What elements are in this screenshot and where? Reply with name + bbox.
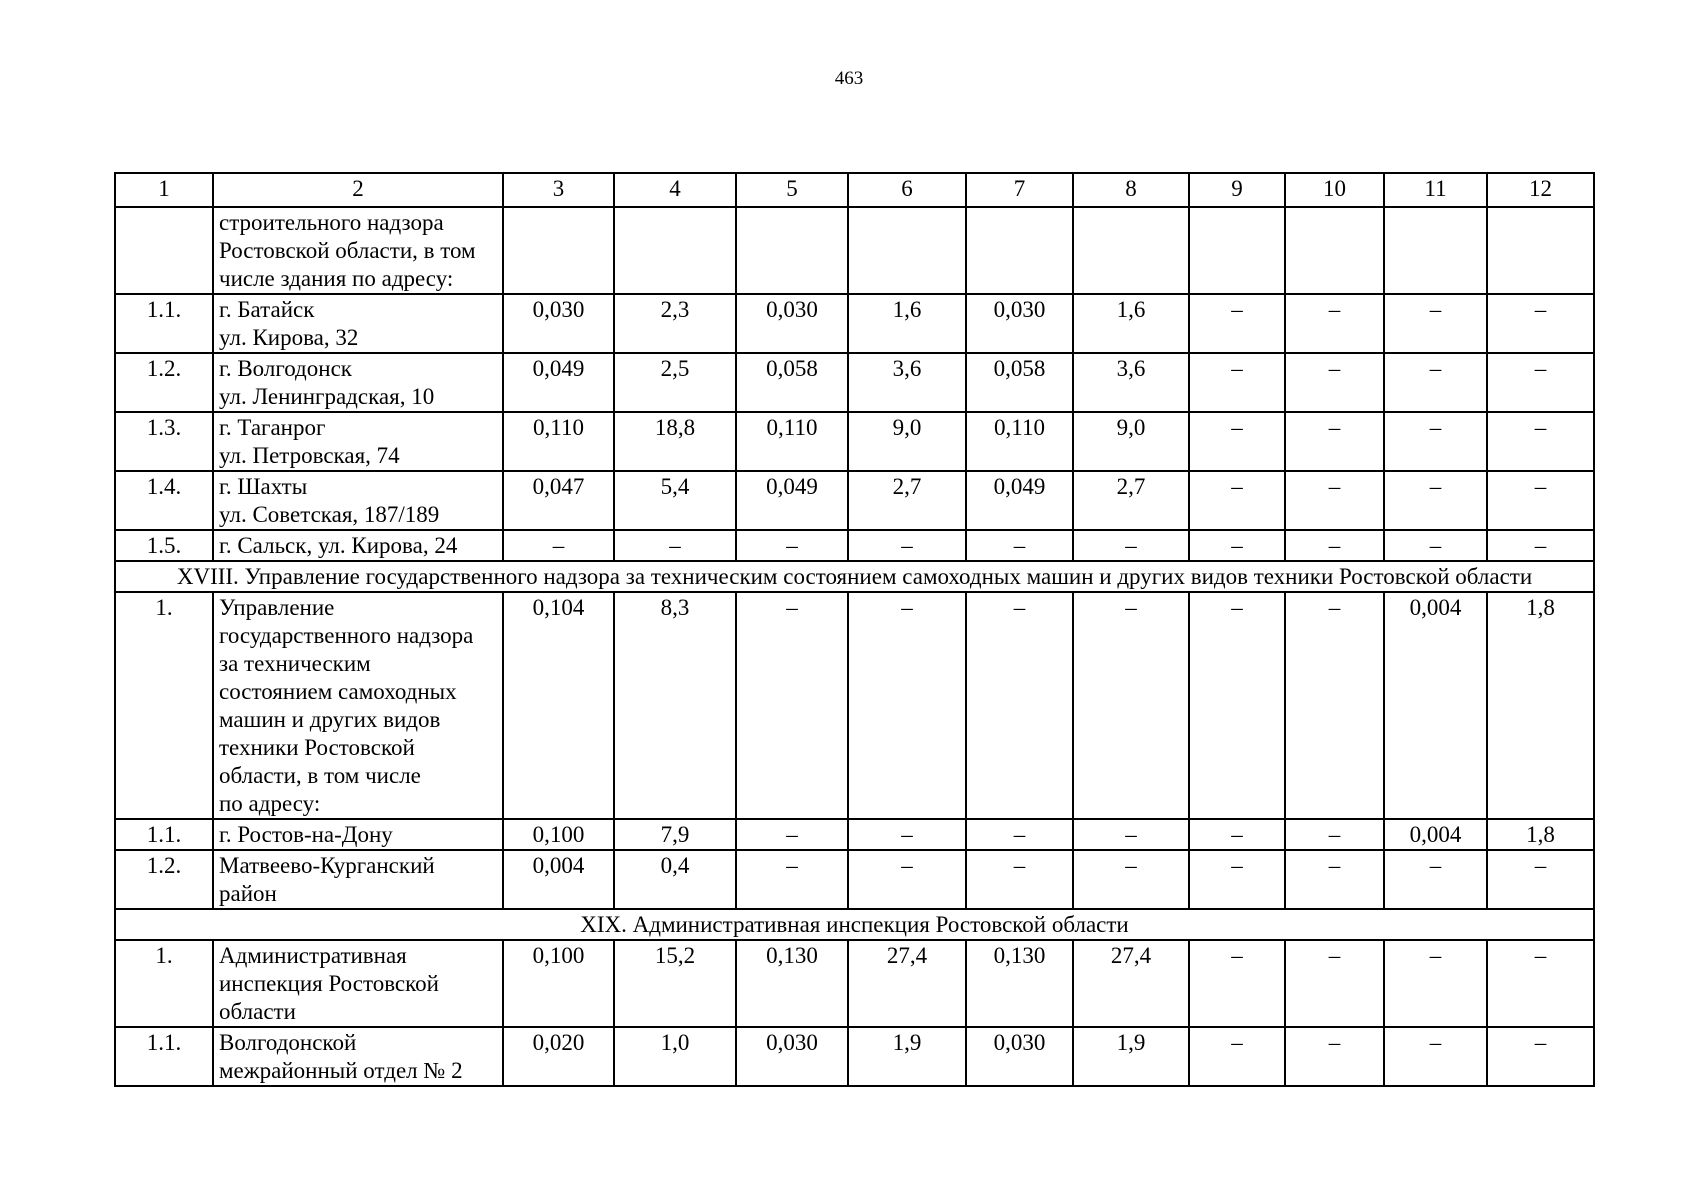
value-cell: – <box>1487 353 1594 412</box>
value-cell: 0,110 <box>736 412 848 471</box>
value-cell: 1,9 <box>1073 1027 1189 1086</box>
value-cell: – <box>736 819 848 850</box>
value-cell: – <box>1189 940 1285 1027</box>
value-cell: – <box>1384 850 1487 909</box>
column-number-cell: 4 <box>614 173 736 207</box>
value-cell <box>1189 207 1285 294</box>
row-number-cell: 1.5. <box>115 530 213 561</box>
value-cell <box>848 207 966 294</box>
value-cell: 0,004 <box>1384 819 1487 850</box>
name-cell: Волгодонской межрайонный отдел № 2 <box>213 1027 503 1086</box>
name-cell: г. Батайск ул. Кирова, 32 <box>213 294 503 353</box>
value-cell <box>736 207 848 294</box>
value-cell: – <box>848 819 966 850</box>
value-cell <box>614 207 736 294</box>
value-cell: – <box>1285 940 1384 1027</box>
value-cell: – <box>1285 1027 1384 1086</box>
value-cell: – <box>1285 353 1384 412</box>
column-number-cell: 10 <box>1285 173 1384 207</box>
value-cell: – <box>1487 412 1594 471</box>
value-cell: 0,058 <box>736 353 848 412</box>
value-cell: 18,8 <box>614 412 736 471</box>
value-cell: 0,049 <box>503 353 614 412</box>
column-number-cell: 8 <box>1073 173 1189 207</box>
value-cell: 1,6 <box>848 294 966 353</box>
value-cell: 0,004 <box>1384 592 1487 819</box>
value-cell: – <box>1189 294 1285 353</box>
table-row <box>115 471 1594 530</box>
value-cell: 0,110 <box>503 412 614 471</box>
value-cell: 0,030 <box>736 1027 848 1086</box>
value-cell: 15,2 <box>614 940 736 1027</box>
value-cell: 8,3 <box>614 592 736 819</box>
value-cell: – <box>1073 819 1189 850</box>
value-cell: 0,100 <box>503 940 614 1027</box>
table-row <box>115 353 1594 412</box>
table-body <box>115 173 1594 1086</box>
value-cell: – <box>503 530 614 561</box>
value-cell: – <box>1189 819 1285 850</box>
value-cell <box>1487 207 1594 294</box>
value-cell: 0,104 <box>503 592 614 819</box>
value-cell: – <box>1189 1027 1285 1086</box>
table-row <box>115 530 1594 561</box>
name-cell: г. Таганрог ул. Петровская, 74 <box>213 412 503 471</box>
value-cell: – <box>1189 471 1285 530</box>
value-cell: 27,4 <box>1073 940 1189 1027</box>
value-cell <box>1384 207 1487 294</box>
value-cell: – <box>1189 353 1285 412</box>
column-number-cell: 6 <box>848 173 966 207</box>
value-cell: – <box>1189 850 1285 909</box>
value-cell: 0,049 <box>736 471 848 530</box>
value-cell: – <box>1189 530 1285 561</box>
value-cell: 0,030 <box>503 294 614 353</box>
row-number-cell: 1. <box>115 940 213 1027</box>
name-cell: Административная инспекция Ростовской области <box>213 940 503 1027</box>
value-cell: – <box>1285 412 1384 471</box>
value-cell: 27,4 <box>848 940 966 1027</box>
value-cell: – <box>1487 940 1594 1027</box>
value-cell: – <box>966 819 1073 850</box>
name-cell: Управление государственного надзора за техническим состоянием самоходных машин и других видов техники Ростовской области, в том числе по адресу: <box>213 592 503 819</box>
value-cell <box>1285 207 1384 294</box>
data-table <box>114 172 1595 1087</box>
value-cell: 3,6 <box>1073 353 1189 412</box>
value-cell <box>503 207 614 294</box>
value-cell: 7,9 <box>614 819 736 850</box>
section-title: XVIII. Управление государственного надзора за техническим состоянием самоходных машин и других видов техники Ростовской области <box>115 561 1594 592</box>
name-cell: строительного надзора Ростовской области, в том числе здания по адресу: <box>213 207 503 294</box>
value-cell: – <box>848 592 966 819</box>
value-cell: 1,8 <box>1487 592 1594 819</box>
value-cell: – <box>1384 412 1487 471</box>
value-cell: – <box>1384 471 1487 530</box>
value-cell: 1,9 <box>848 1027 966 1086</box>
value-cell: – <box>1285 850 1384 909</box>
value-cell: 9,0 <box>848 412 966 471</box>
value-cell: 3,6 <box>848 353 966 412</box>
value-cell: 1,8 <box>1487 819 1594 850</box>
value-cell: – <box>736 592 848 819</box>
table-header-row <box>115 173 1594 207</box>
name-cell: г. Волгодонск ул. Ленинградская, 10 <box>213 353 503 412</box>
value-cell: – <box>1189 412 1285 471</box>
value-cell: 0,030 <box>736 294 848 353</box>
name-cell: г. Сальск, ул. Кирова, 24 <box>213 530 503 561</box>
value-cell: 5,4 <box>614 471 736 530</box>
value-cell: – <box>1285 592 1384 819</box>
column-number-cell: 3 <box>503 173 614 207</box>
row-number-cell: 1.1. <box>115 294 213 353</box>
value-cell: 2,5 <box>614 353 736 412</box>
value-cell: 2,3 <box>614 294 736 353</box>
value-cell: – <box>1073 592 1189 819</box>
value-cell <box>1073 207 1189 294</box>
table-row <box>115 294 1594 353</box>
row-number-cell: 1. <box>115 592 213 819</box>
value-cell: – <box>1487 471 1594 530</box>
value-cell: – <box>1384 940 1487 1027</box>
row-number-cell <box>115 207 213 294</box>
section-title: XIX. Административная инспекция Ростовской области <box>115 909 1594 940</box>
value-cell: – <box>1487 850 1594 909</box>
name-cell: г. Ростов-на-Дону <box>213 819 503 850</box>
column-number-cell: 12 <box>1487 173 1594 207</box>
value-cell: – <box>1384 294 1487 353</box>
table-row <box>115 207 1594 294</box>
value-cell: 9,0 <box>1073 412 1189 471</box>
column-number-cell: 7 <box>966 173 1073 207</box>
value-cell: – <box>1285 294 1384 353</box>
value-cell: 0,047 <box>503 471 614 530</box>
value-cell: 1,6 <box>1073 294 1189 353</box>
value-cell: – <box>966 530 1073 561</box>
name-cell: Матвеево-Курганский район <box>213 850 503 909</box>
value-cell: 2,7 <box>1073 471 1189 530</box>
value-cell: 0,004 <box>503 850 614 909</box>
value-cell <box>966 207 1073 294</box>
value-cell: 0,4 <box>614 850 736 909</box>
value-cell: – <box>1487 294 1594 353</box>
value-cell: – <box>1384 353 1487 412</box>
value-cell: – <box>614 530 736 561</box>
value-cell: – <box>736 850 848 909</box>
row-number-cell: 1.3. <box>115 412 213 471</box>
value-cell: – <box>1487 1027 1594 1086</box>
value-cell: – <box>1384 1027 1487 1086</box>
value-cell: 0,030 <box>966 294 1073 353</box>
value-cell: – <box>736 530 848 561</box>
column-number-cell: 9 <box>1189 173 1285 207</box>
value-cell: 2,7 <box>848 471 966 530</box>
row-number-cell: 1.2. <box>115 850 213 909</box>
name-cell: г. Шахты ул. Советская, 187/189 <box>213 471 503 530</box>
value-cell: 0,049 <box>966 471 1073 530</box>
value-cell: – <box>848 530 966 561</box>
table-row <box>115 592 1594 819</box>
table-row <box>115 940 1594 1027</box>
column-number-cell: 5 <box>736 173 848 207</box>
column-number-cell: 1 <box>115 173 213 207</box>
value-cell: 0,110 <box>966 412 1073 471</box>
value-cell: 0,058 <box>966 353 1073 412</box>
value-cell: – <box>966 592 1073 819</box>
value-cell: – <box>1384 530 1487 561</box>
value-cell: – <box>1487 530 1594 561</box>
column-number-cell: 2 <box>213 173 503 207</box>
value-cell: 0,130 <box>966 940 1073 1027</box>
page-number: 463 <box>834 68 864 89</box>
value-cell: 0,100 <box>503 819 614 850</box>
row-number-cell: 1.4. <box>115 471 213 530</box>
table-row <box>115 819 1594 850</box>
value-cell: 0,130 <box>736 940 848 1027</box>
value-cell: – <box>1189 592 1285 819</box>
value-cell: 0,030 <box>966 1027 1073 1086</box>
value-cell: – <box>1073 850 1189 909</box>
value-cell: – <box>1285 819 1384 850</box>
value-cell: – <box>1285 530 1384 561</box>
column-number-cell: 11 <box>1384 173 1487 207</box>
row-number-cell: 1.2. <box>115 353 213 412</box>
table-row <box>115 412 1594 471</box>
section-header-row <box>115 561 1594 592</box>
value-cell: – <box>1073 530 1189 561</box>
value-cell: – <box>966 850 1073 909</box>
value-cell: 0,020 <box>503 1027 614 1086</box>
section-header-row <box>115 909 1594 940</box>
value-cell: 1,0 <box>614 1027 736 1086</box>
value-cell: – <box>1285 471 1384 530</box>
row-number-cell: 1.1. <box>115 819 213 850</box>
value-cell: – <box>848 850 966 909</box>
table-row <box>115 1027 1594 1086</box>
row-number-cell: 1.1. <box>115 1027 213 1086</box>
table-row <box>115 850 1594 909</box>
